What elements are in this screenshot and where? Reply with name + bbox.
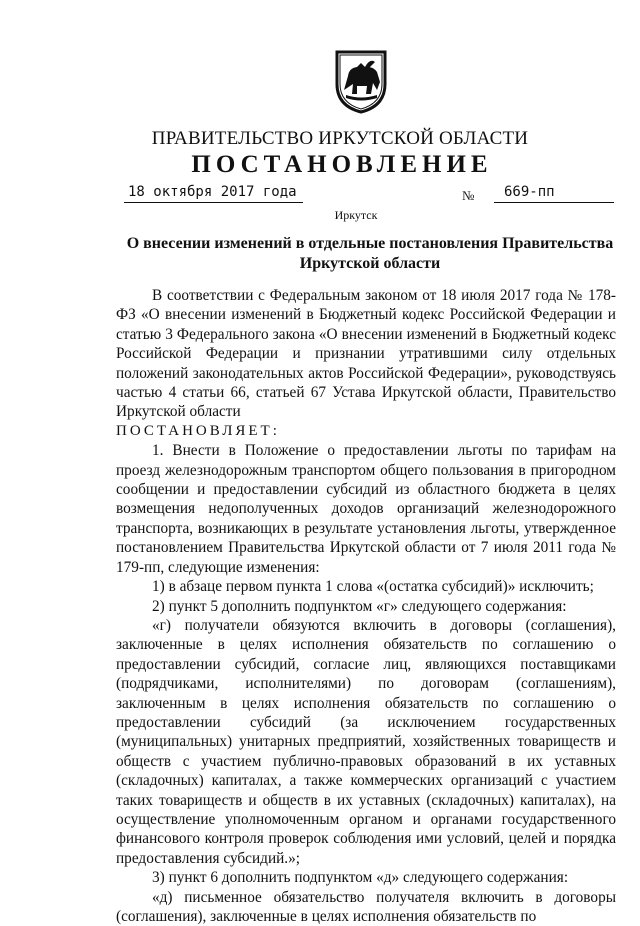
document-number: 669-пп <box>494 184 614 203</box>
document-title: О внесении изменений в отдельные постановления Правительства Иркутской области <box>126 235 614 272</box>
document-type: ПОСТАНОВЛЕНИЕ <box>191 151 493 178</box>
resolve-heading: ПОСТАНОВЛЯЕТ: <box>116 422 280 439</box>
government-name: ПРАВИТЕЛЬСТВО ИРКУТСКОЙ ОБЛАСТИ <box>151 128 529 149</box>
paragraph: 1. Внести в Положение о предоставлении льготы по тарифам на проезд железнодорожным транспортом общего пользования в пригородном сообщении и предоставлении субсидий из областного бюджета в целях возмещения недополученных доходов организаций железнодорожного транспорта, возникающих в результате установления льготы, утвержденное постановлением Правительства Иркутской области от 7 июля 2011 года № 179-пп, следующие изменения: <box>116 442 616 576</box>
irkutsk-coat-of-arms-icon <box>333 48 389 114</box>
paragraph: «д) письменное обязательство получателя включить в договоры (соглашения), заключенные в целях исполнения обязательств по <box>116 888 616 925</box>
city: Иркутск <box>334 208 378 222</box>
document-date: 18 октября 2017 года <box>128 184 297 200</box>
preamble-paragraph: В соответствии с Федеральным законом от 18 июля 2017 года № 178-ФЗ «О внесении изменений в Бюджетный кодекс Российской Федерации и статью 3 Федерального закона «О внесении изменений в Бюджетный кодекс Российской Федерации и признании утратившими силу отдельных положений законодательных актов Российской Федерации», руководствуясь частью 4 статьи 66, статьей 67 Устава Иркутской области, Правительство Иркутской области <box>116 287 616 421</box>
paragraph: 3) пункт 6 дополнить подпунктом «д» следующего содержания: <box>152 869 569 887</box>
paragraph: 2) пункт 5 дополнить подпунктом «г» следующего содержания: <box>152 597 567 615</box>
paragraph: 1) в абзаце первом пункта 1 слова «(остатка субсидий)» исключить; <box>152 578 594 596</box>
paragraph: «г) получатели обязуются включить в договоры (соглашения), заключенные в целях исполнения обязательств по соглашению о предоставлении субсидий, согласие лиц, являющихся поставщиками (подрядчиками, исполнителями) по договорам (соглашениям), заключенным в целях исполнения обязательств по соглашению о предоставлении субсидий (за исключением государственных (муниципальных) унитарных предприятий, хозяйственных товариществ и обществ с участием публично-правовых образований в их уставных (складочных) капиталах, а также коммерческих организаций с участием таких товариществ и обществ в их уставных (складочных) капиталах), на осуществление уполномоченным органом и органами государственного финансового контроля проверок соблюдения ими условий, целей и порядка предоставления субсидий.»; <box>116 616 616 867</box>
number-sign: № <box>462 188 475 203</box>
document-body <box>116 286 616 926</box>
